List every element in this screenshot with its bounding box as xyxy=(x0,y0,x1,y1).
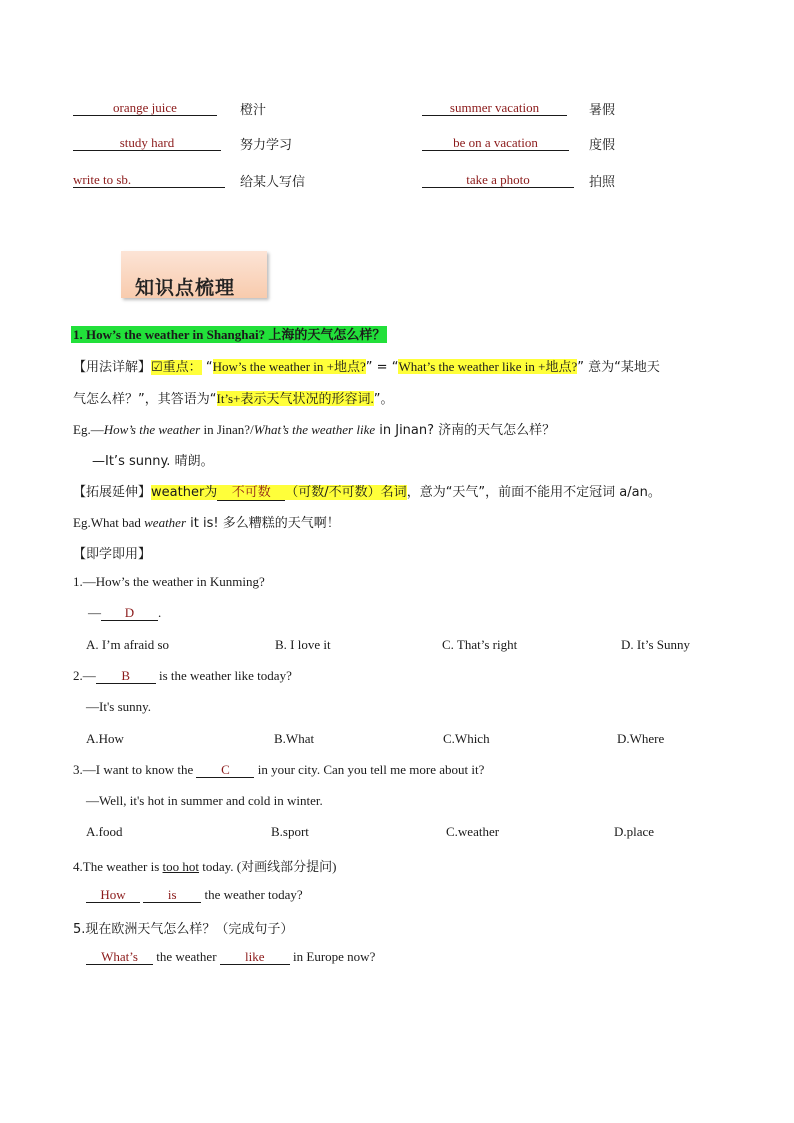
q5-answer-line xyxy=(86,949,375,965)
example-2-line xyxy=(73,512,340,531)
point-heading xyxy=(71,324,387,343)
q4-post: today. (对画线部分提问) xyxy=(199,859,337,874)
q2-option-c: C.Which xyxy=(443,731,490,746)
eg-italic-1: How’s the weather xyxy=(103,422,201,437)
q2-answer-blank: B xyxy=(96,669,156,684)
vocab-blank: summer vacation xyxy=(422,101,567,116)
vocab-row-1 xyxy=(73,100,217,116)
eg-text-1: in Jinan?/ xyxy=(200,422,254,437)
vocab-cn: 拍照 xyxy=(589,175,616,190)
q2-post: is the weather like today? xyxy=(155,668,292,683)
q5-tail: in Europe now? xyxy=(289,949,376,964)
q4-tail: the weather today? xyxy=(201,887,303,902)
q1-option-c: C. That’s right xyxy=(442,637,518,652)
vocab-blank: take a photo xyxy=(422,173,574,188)
vocab-row-3 xyxy=(73,172,225,188)
example-reply: —It’s sunny. 晴朗。 xyxy=(92,454,214,469)
usage-line2-end: 。 xyxy=(380,392,394,407)
q1-option-a: A. I’m afraid so xyxy=(86,637,170,652)
usage-open-quote-2: “ xyxy=(391,360,399,375)
q3-option-a: A.food xyxy=(86,824,123,839)
q4-answer-blank-2: is xyxy=(143,888,201,903)
ext-highlight xyxy=(151,485,407,500)
usage-open-quote: “ xyxy=(205,360,213,375)
q2-reply: —It's sunny. xyxy=(86,699,152,714)
vocab-cn: 度假 xyxy=(589,138,616,153)
eg-label: Eg.— xyxy=(73,422,104,437)
usage-q2: What’s the weather like in +地点? xyxy=(398,359,578,374)
usage-meaning: 意为“某地天 xyxy=(588,360,660,375)
eg2-pre: Eg.What bad xyxy=(73,515,145,530)
vocab-row-2 xyxy=(73,135,221,151)
q1-option-b: B. I love it xyxy=(275,637,331,652)
example-line xyxy=(73,419,555,438)
key-label: ☑重点： xyxy=(151,360,202,375)
q4-underlined: too hot xyxy=(162,859,200,874)
ext-blank: 不可数 xyxy=(217,486,285,501)
vocab-blank: orange juice xyxy=(73,101,217,116)
ext-tag: 【拓展延伸】 xyxy=(73,485,152,500)
q1-answer-blank: D xyxy=(101,606,158,621)
vocab-row-2-right xyxy=(422,135,569,151)
vocab-cn: 给某人写信 xyxy=(240,175,306,190)
usage-line2-pre: 气怎么样？”，其答语为 xyxy=(73,392,210,407)
usage-answer: It’s+表示天气状况的形容词. xyxy=(216,391,374,406)
usage-tag: 【用法详解】 xyxy=(73,360,152,375)
q3-pre: 3.—I want to know the xyxy=(73,762,197,777)
q1-answer-line xyxy=(88,605,161,621)
q1-dash: — xyxy=(88,605,101,620)
eg2-post: it is! 多么糟糕的天气啊！ xyxy=(186,516,340,531)
q3-option-d: D.place xyxy=(614,824,655,839)
q4-answer-blank-1: How xyxy=(86,888,140,903)
q3-answer-blank: C xyxy=(196,763,254,778)
q3-reply: —Well, it's hot in summer and cold in winter. xyxy=(86,793,323,808)
q5-answer-blank-2: like xyxy=(220,950,290,965)
point-heading-text: 1. How’s the weather in Shanghai? 上海的天气怎么样？ xyxy=(73,327,386,342)
q4-pre: 4.The weather is xyxy=(73,859,163,874)
q2-stem xyxy=(73,668,292,684)
usage-eq: = xyxy=(376,360,388,375)
q1-end: . xyxy=(158,605,162,620)
section-title-box xyxy=(121,251,267,298)
q1-stem: 1.—How’s the weather in Kunming? xyxy=(73,574,265,589)
vocab-row-1-right xyxy=(422,100,567,116)
usage-close-quote: ” xyxy=(365,360,373,375)
usage-line-2 xyxy=(73,388,393,407)
q4-stem xyxy=(73,856,336,875)
ext-rest: ，意为“天气”，前面不能用不定冠词 a/an。 xyxy=(406,485,661,500)
q2-option-a: A.How xyxy=(86,731,124,746)
practice-tag: 【即学即用】 xyxy=(73,547,152,562)
usage-close-quote-2: ” xyxy=(577,360,584,375)
q2-pre: 2.— xyxy=(73,668,96,683)
q3-stem xyxy=(73,762,484,778)
q3-option-c: C.weather xyxy=(446,824,500,839)
q4-answer-line xyxy=(86,887,303,903)
ext-text-2: （可数/不可数）名词 xyxy=(285,485,407,500)
ext-text-1: weather为 xyxy=(151,485,218,500)
q5-stem: 5.现在欧洲天气怎么样？（完成句子） xyxy=(73,922,294,937)
q5-mid: the weather xyxy=(153,949,220,964)
section-title: 知识点梳理 xyxy=(135,277,236,299)
usage-q1: How’s the weather in +地点? xyxy=(212,359,366,374)
vocab-row-3-right xyxy=(422,172,574,188)
vocab-cn: 努力学习 xyxy=(240,138,293,153)
vocab-blank: be on a vacation xyxy=(422,136,569,151)
q5-answer-blank-1: What’s xyxy=(86,950,153,965)
q2-option-b: B.What xyxy=(274,731,315,746)
eg-italic-2: What’s the weather like xyxy=(253,422,376,437)
eg-text-2: in Jinan? 济南的天气怎么样？ xyxy=(375,423,556,438)
usage-close-quote-3: ” xyxy=(373,392,381,407)
q2-option-d: D.Where xyxy=(617,731,665,746)
q1-option-d: D. It’s Sunny xyxy=(621,637,690,652)
usage-line-1 xyxy=(73,356,660,375)
extension-line xyxy=(73,481,661,501)
vocab-cn: 橙汁 xyxy=(240,103,267,118)
q3-option-b: B.sport xyxy=(271,824,309,839)
vocab-blank: write to sb. xyxy=(73,173,225,188)
vocab-blank: study hard xyxy=(73,136,221,151)
usage-open-quote-3: “ xyxy=(209,392,217,407)
q3-post: in your city. Can you tell me more about it? xyxy=(254,762,485,777)
vocab-cn: 暑假 xyxy=(589,103,616,118)
eg2-italic: weather xyxy=(144,515,187,530)
